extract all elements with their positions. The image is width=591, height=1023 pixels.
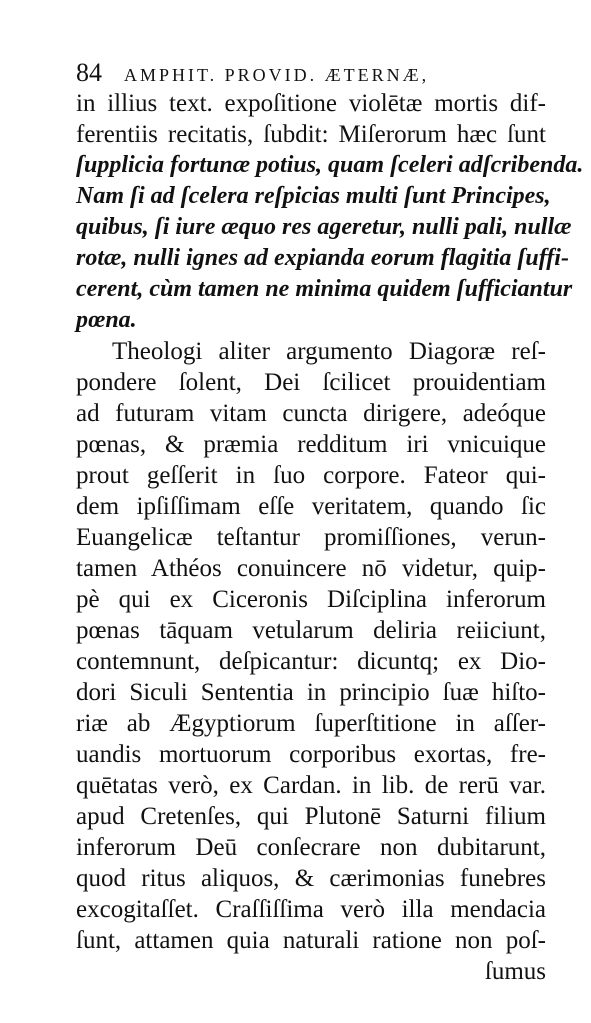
text-line: uandis mortuorum corporibus exortas, fre- bbox=[76, 741, 546, 768]
text-line: pè qui ex Ciceronis Diſciplina inferorum bbox=[76, 586, 546, 613]
text-line: pondere ſolent, Dei ſcilicet prouidentiam bbox=[76, 369, 546, 396]
text-line: cerent, cùm tamen ne minima quidem ſufficiantur bbox=[76, 276, 573, 302]
text-line: Nam ſi ad ſcelera reſpicias multi ſunt Principes, bbox=[76, 183, 551, 209]
text-line: apud Cretenſes, qui Plutonē Saturni filium bbox=[76, 803, 546, 830]
text-line: pœnas tāquam vetularum deliria reiiciunt, bbox=[76, 617, 546, 644]
text-line: ferentiis recitatis, ſubdit: Miſerorum hæc ſunt bbox=[76, 121, 546, 148]
text-line: tamen Athéos conuincere nō videtur, quip- bbox=[76, 555, 546, 582]
running-head bbox=[76, 58, 546, 90]
running-title: AMPHIT. PROVID. ÆTERNÆ, bbox=[124, 65, 430, 85]
page-number: 84 bbox=[76, 58, 102, 87]
text-line: contemnunt, deſpicantur: dicuntq; ex Dio- bbox=[76, 648, 546, 675]
text-line: prout geſſerit in ſuo corpore. Fateor qui- bbox=[76, 462, 546, 489]
text-line: dori Siculi Sententia in principio ſuæ hiſto- bbox=[76, 679, 546, 706]
text-line: quētatas verò, ex Cardan. in lib. de rerū var. bbox=[76, 772, 546, 799]
catchword: ſumus bbox=[484, 958, 546, 985]
paragraph-2 bbox=[76, 336, 546, 956]
text-block bbox=[76, 88, 584, 987]
text-line: pœnas, & præmia redditum iri vnicuique bbox=[76, 431, 546, 458]
text-line: inferorum Deū conſecrare non dubitarunt, bbox=[76, 834, 546, 861]
text-line: dem ipſiſſimam eſſe veritatem, quando ſic bbox=[76, 493, 546, 520]
text-line: ſunt, attamen quia naturali ratione non poſ- bbox=[76, 927, 546, 954]
text-line: Euangelicæ teſtantur promiſſiones, verun- bbox=[76, 524, 546, 551]
text-line: ad futuram vitam cuncta dirigere, adeóque bbox=[76, 400, 546, 427]
text-line: excogitaſſet. Craſſiſſima verò illa mendacia bbox=[76, 896, 546, 923]
text-line: ſupplicia fortunæ potius, quam ſceleri adſcribenda. bbox=[76, 152, 584, 178]
text-line: quibus, ſi iure æquo res ageretur, nulli pali, nullæ bbox=[76, 214, 572, 240]
text-line: quod ritus aliquos, & cærimonias funebres bbox=[76, 865, 546, 892]
text-line: Theologi aliter argumento Diagoræ reſ- bbox=[112, 338, 546, 365]
text-line: in illius text. expoſitione violētæ mortis dif- bbox=[76, 90, 546, 117]
text-line: rotæ, nulli ignes ad expianda eorum flagitia ſuffi- bbox=[76, 245, 569, 271]
paragraph-1 bbox=[76, 88, 584, 336]
text-line: riæ ab Ægyptiorum ſuperſtitione in aſſer- bbox=[76, 710, 546, 737]
text-line: pœna. bbox=[76, 307, 137, 333]
